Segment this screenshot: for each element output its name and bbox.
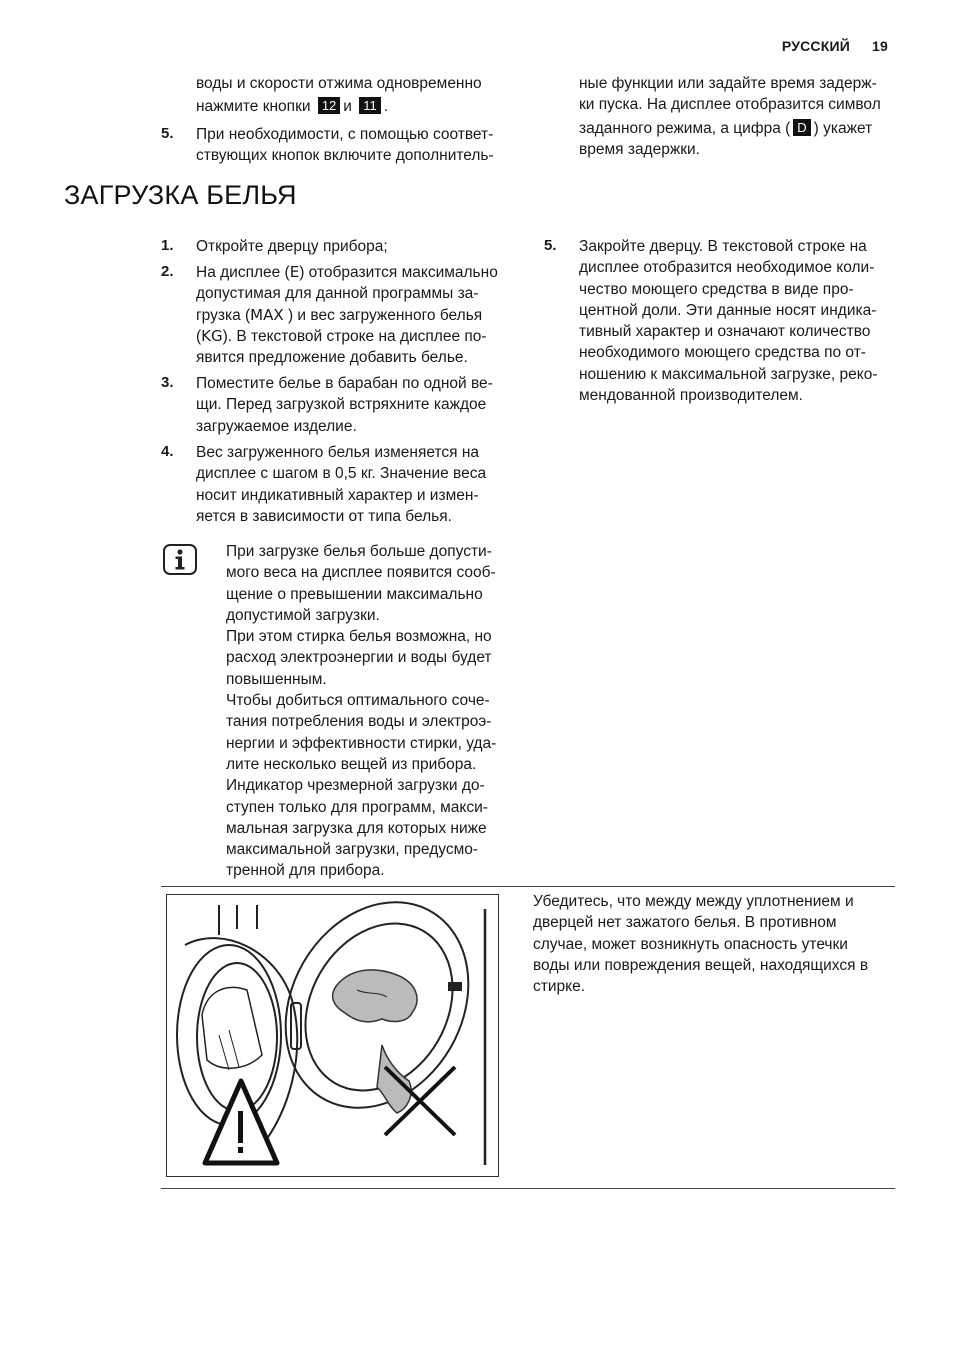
step-number: 5. <box>161 125 174 142</box>
continued-text <box>196 73 482 118</box>
step-text: Откройте дверцу прибора; <box>196 238 388 255</box>
divider <box>161 1188 895 1189</box>
button-12-symbol: 12 <box>318 97 340 114</box>
step-number: 4. <box>161 443 174 460</box>
text-line: нажмите кнопки 12 и 11 . <box>196 98 389 116</box>
page-header <box>782 38 888 54</box>
step-text: При необходимости, с помощью соответ- ствующих кнопок включите дополнитель- <box>196 126 494 165</box>
language-label: РУССКИЙ <box>781 38 851 54</box>
step-text: Поместите белье в барабан по одной ве- щи. Перед загрузкой встряхните каждое загружаемое изделие. <box>196 375 493 435</box>
display-symbol-e: E <box>289 263 300 281</box>
step-number: 2. <box>161 263 174 280</box>
step-text: Закройте дверцу. В текстовой строке на дисплее отобразится необходимое коли- чество моющего средства в виде про- центной доли. Эти данные носят индика- тивный характер и означают количество необходимого моющего средства по от- ношению к максимальной загрузке, реко- мендованной производителем. <box>579 238 878 405</box>
step-text: На дисплее (E) отобразится максимально допустимая для данной программы за- грузка (MAX ) и вес загруженного белья (KG). В текстовой строке на дисплее по- явится предложение добавить белье. <box>196 263 498 367</box>
divider <box>161 886 895 887</box>
info-icon <box>163 544 197 575</box>
warning-text: Убедитесь, что между между уплотнением и дверцей нет зажатого белья. В противном случае, может возникнуть опасность утечки воды или повреждения вещей, находящихся в стирке. <box>533 893 869 996</box>
text-line: воды и скорости отжима одновременно <box>196 75 482 92</box>
continued-text-right: ные функции или задайте время задерж- ки пуска. На дисплее отобразится символ заданного режима, а цифра ( D ) укажет время задержки. <box>579 75 881 158</box>
section-title: ЗАГРУЗКА БЕЛЬЯ <box>64 180 297 210</box>
step-number: 1. <box>161 237 174 254</box>
delay-symbol-d: D <box>793 119 810 136</box>
step-number: 3. <box>161 374 174 391</box>
step-text: Вес загруженного белья изменяется на дисплее с шагом в 0,5 кг. Значение веса носит индикативный характер и измен- яется в зависимости от типа белья. <box>196 444 487 525</box>
info-note-text: При загрузке белья больше допусти- мого веса на дисплее появится сооб- щение о превышении максимально допустимой загрузки. При этом стирка белья возможна, но расход электроэнергии и воды будет повышенным. Чтобы добиться оптимального соче- тания потребления воды и электроэ- нергии и эффективности стирки, уда- лите несколько вещей из прибора. Индикатор чрезмерной загрузки до- ступен только для программ, макси- мальная загрузка для которых ниже максимальной загрузки, предусмо- тренной для прибора. <box>226 543 497 880</box>
button-11-symbol: 11 <box>359 97 381 114</box>
step-number: 5. <box>544 237 557 254</box>
display-symbol-max: MAX <box>250 305 284 324</box>
display-symbol-kg: KG <box>201 326 223 345</box>
page-number: 19 <box>872 38 888 54</box>
washing-machine-door-illustration <box>166 894 499 1177</box>
